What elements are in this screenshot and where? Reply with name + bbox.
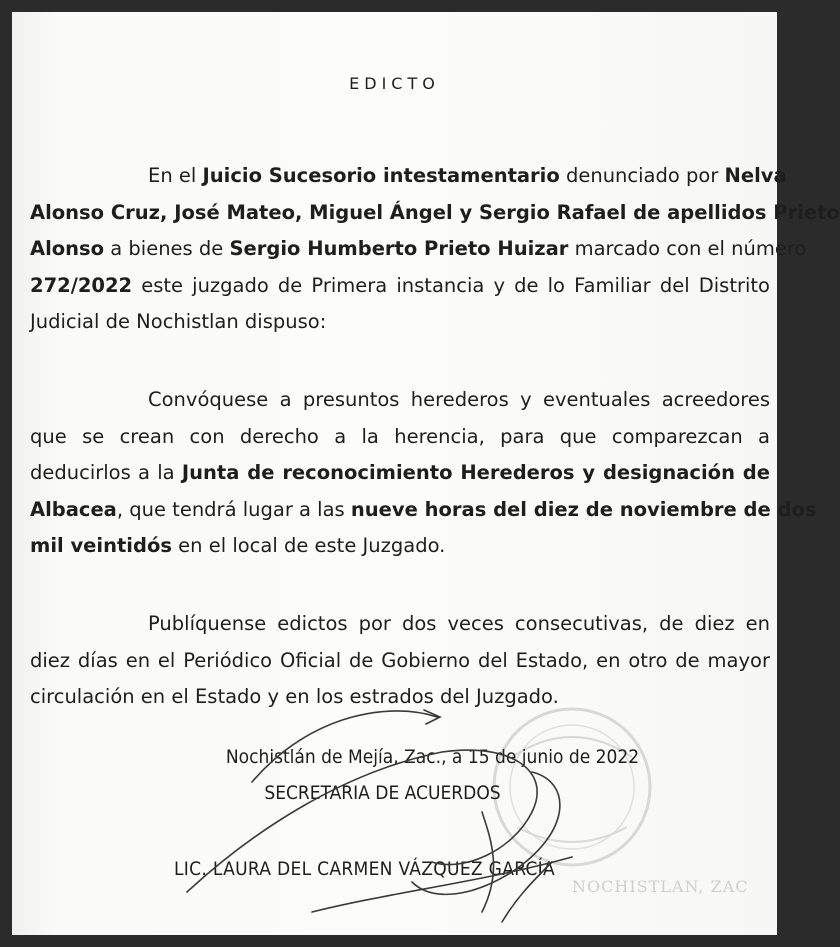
paragraph-summons [30,158,840,341]
text-line: Judicial de Nochistlan dispuso: [30,310,327,333]
seal-lettering: NOCHISTLAN, ZAC [572,877,749,896]
paragraph-convocation [30,382,817,565]
document-page [12,12,840,935]
text-line: Alonso Cruz, José Mateo, Miguel Ángel y Sergio Rafael de apellidos Prieto [30,200,840,224]
signatory-name: LIC. LAURA DEL CARMEN VÁZQUEZ GARCÍA [173,858,555,880]
paragraph-publication [30,606,770,716]
text-line: Publíquense edictos por dos veces consecutivas, de diez en [148,612,770,635]
text-line: Alonso a bienes de Sergio Humberto Prieto Huizar marcado con el número [30,237,807,260]
text-line: circulación en el Estado y en los estrados del Juzgado. [30,685,559,708]
text-line: que se crean con derecho a la herencia, para que comparezcan a [30,424,770,448]
text-line: En el Juicio Sucesorio intestamentario denunciado por Nelva [148,164,787,187]
text-line: 272/2022 este juzgado de Primera instancia y de lo Familiar del Distrito [30,273,770,297]
text-line: Albacea, que tendrá lugar a las nueve horas del diez de noviembre de dos [30,497,817,521]
text-line: mil veintidós en el local de este Juzgado. [30,534,446,557]
text-line: Convóquese a presuntos herederos y eventuales acreedores [148,388,770,411]
text-line: diez días en el Periódico Oficial de Gobierno del Estado, en otro de mayor [30,648,770,672]
signatory-role: SECRETARIA DE ACUERDOS [264,782,501,804]
text-line: deducirlos a la Junta de reconocimiento Herederos y designación de [30,461,770,484]
place-and-date: Nochistlán de Mejía, Zac., a 15 de junio de 2022 [225,746,640,768]
document-title: EDICTO [349,74,440,93]
